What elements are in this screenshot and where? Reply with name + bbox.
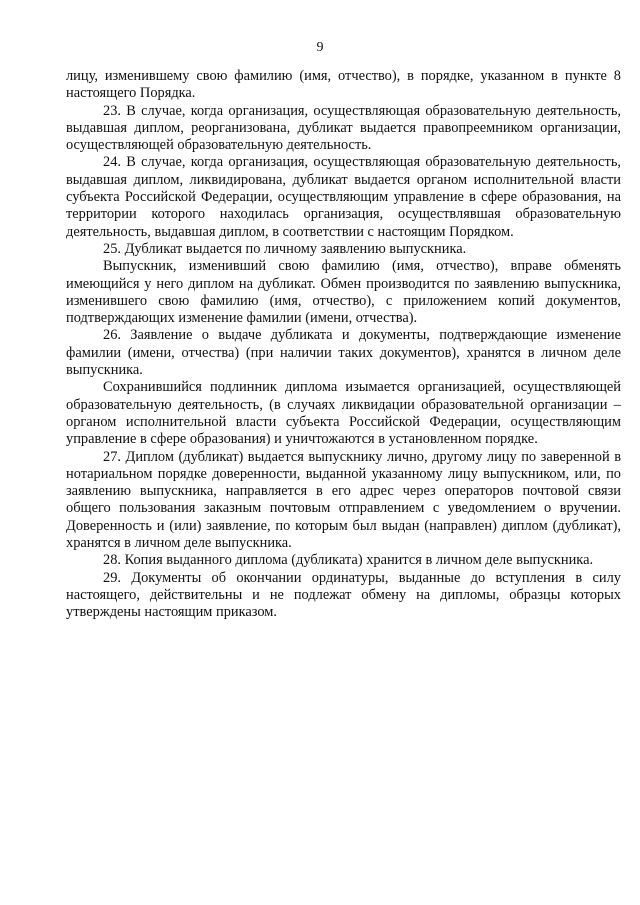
paragraph-25: 25. Дубликат выдается по личному заявлению выпускника. (103, 240, 467, 257)
paragraph-26: 26. Заявление о выдаче дубликата и документы, подтверждающие изменение фамилии (имени, отчества) (при наличии таких документов), хранятся в личном деле выпускника. (66, 327, 621, 379)
paragraph-23: 23. В случае, когда организация, осуществляющая образовательную деятельность, выдавшая диплом, реорганизована, дубликат выдается правопреемником организации, осуществляющей образовательную деятельность. (66, 102, 621, 154)
page-number: 9 (316, 40, 324, 55)
paragraph-25-exchange: Выпускник, изменивший свою фамилию (имя, отчество), вправе обменять имеющийся у него диплом на дубликат. Обмен производится по заявлению выпускника, изменившего свою фамилию (имя, отчество), с приложением копий документов, подтверждающих изменение фамилии (имени, отчества). (66, 258, 621, 327)
paragraph-28: 28. Копия выданного диплома (дубликата) хранится в личном деле выпускника. (103, 552, 594, 569)
document-body (66, 68, 621, 622)
paragraph-24: 24. В случае, когда организация, осуществляющая образовательную деятельность, выдавшая диплом, ликвидирована, дубликат выдается органом исполнительной власти субъекта Российской Федерации, осуществляющим управление в сфере образования, на территории которого находилась организация, осуществлявшая образовательную деятельность, выдавшая диплом, в соответствии с настоящим Порядком. (66, 154, 621, 240)
paragraph-27: 27. Диплом (дубликат) выдается выпускнику лично, другому лицу по заверенной в нотариальном порядке доверенности, выданной указанному лицу выпускником, или, по заявлению выпускника, направляется в его адрес через операторов почтовой связи общего пользования заказным почтовым отправлением с уведомлением о вручении. Доверенность и (или) заявление, по которым был выдан (направлен) диплом (дубликат), хранятся в личном деле выпускника. (66, 448, 621, 552)
paragraph-29: 29. Документы об окончании ординатуры, выданные до вступления в силу настоящего, действительны и не подлежат обмену на дипломы, образцы которых утверждены настоящим приказом. (66, 569, 621, 621)
paragraph-continuation: лицу, изменившему свою фамилию (имя, отчество), в порядке, указанном в пункте 8 настоящего Порядка. (66, 68, 621, 102)
paragraph-26-original: Сохранившийся подлинник диплома изымается организацией, осуществляющей образовательную деятельность, (в случаях ликвидации образовательной организации – органом исполнительной власти субъекта Российской Федерации, осуществляющим управление в сфере образования) и уничтожаются в установленном порядке. (66, 379, 621, 448)
